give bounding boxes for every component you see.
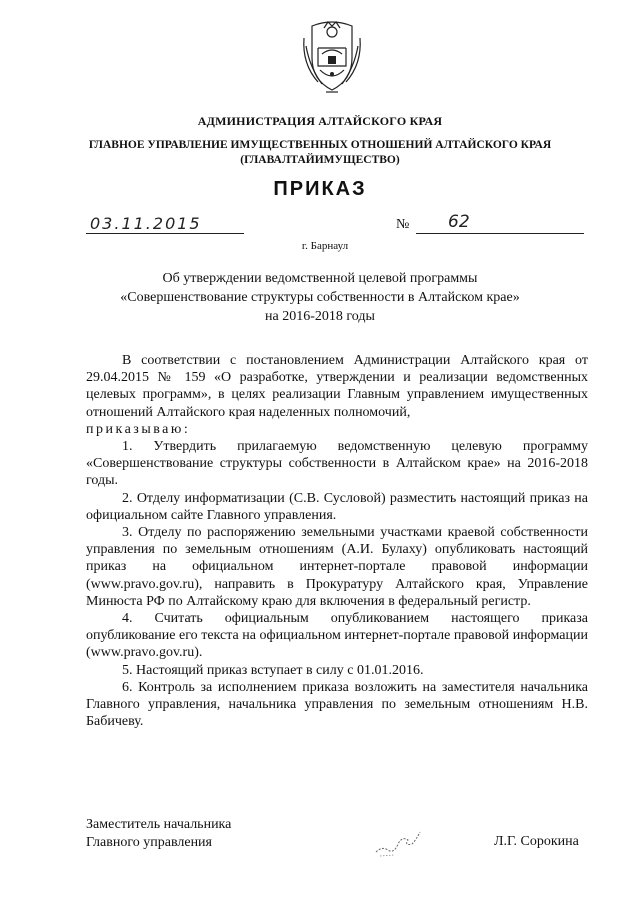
subject-line-3: на 2016-2018 годы	[265, 309, 375, 324]
signatory-name: Л.Г. Сорокина	[494, 834, 579, 849]
department-name: ГЛАВНОЕ УПРАВЛЕНИЕ ИМУЩЕСТВЕННЫХ ОТНОШЕНИЙ АЛТАЙСКОГО КРАЯ	[88, 139, 552, 151]
signatory-position-line-1: Заместитель начальника	[86, 817, 232, 832]
order-body	[86, 352, 588, 730]
order-item: 5. Настоящий приказ вступает в силу с 01.01.2016.	[122, 662, 424, 678]
altai-coat-of-arms-icon	[300, 18, 364, 96]
handwritten-signature	[368, 826, 428, 860]
subject-line-1: Об утверждении ведомственной целевой программы	[162, 271, 478, 286]
order-item: 3. Отделу по распоряжению земельными участками краевой собственности управления по земельным отношениям (А.И. Булаху) опубликовать настоящий приказ на официальном интернет-портале правовой информации (www.pravo.gov.ru), направить в Прокуратуру Алтайского края, Управление Минюста РФ по Алтайскому краю для включения в федеральный регистр.	[86, 525, 588, 609]
signatory-position-line-2: Главного управления	[86, 835, 212, 850]
department-abbreviation: (ГЛАВАЛТАЙИМУЩЕСТВО)	[240, 154, 400, 166]
city-label: г. Барнаул	[301, 240, 349, 252]
order-item: 1. Утвердить прилагаемую ведомственную целевую программу «Совершенствование структуры собственности в Алтайском крае» на 2016-2018 годы.	[86, 439, 588, 489]
preamble-paragraph: В соответствии с постановлением Администрации Алтайского края от 29.04.2015 № 159 «О разработке, утверждении и реализации ведомственных целевых программ», в целях реализации Главным управлением имущественных отношений Алтайского края наделенных полномочий,	[86, 353, 588, 420]
order-date: 03.11.2015	[90, 214, 202, 233]
order-item: 2. Отделу информатизации (С.В. Сусловой) разместить настоящий приказ на официальном сайте Главного управления.	[86, 490, 588, 523]
document-type-title: ПРИКАЗ	[273, 178, 367, 200]
subject-line-2: «Совершенствование структуры собственности в Алтайском крае»	[120, 290, 520, 305]
order-item: 4. Считать официальным опубликованием настоящего приказа опубликование его текста на официальном интернет-портале правовой информации (www.pravo.gov.ru).	[86, 611, 588, 661]
order-subject	[0, 269, 640, 326]
organization-name: АДМИНИСТРАЦИЯ АЛТАЙСКОГО КРАЯ	[197, 114, 443, 128]
order-item: 6. Контроль за исполнением приказа возложить на заместителя начальника Главного управления, начальника управления по земельным отношениям Н.В. Бабичеву.	[86, 679, 588, 730]
number-label: №	[396, 217, 410, 232]
signatory-position	[86, 816, 231, 852]
number-underline	[416, 232, 584, 234]
order-number: 62	[448, 212, 470, 232]
order-word: приказываю:	[86, 421, 191, 437]
